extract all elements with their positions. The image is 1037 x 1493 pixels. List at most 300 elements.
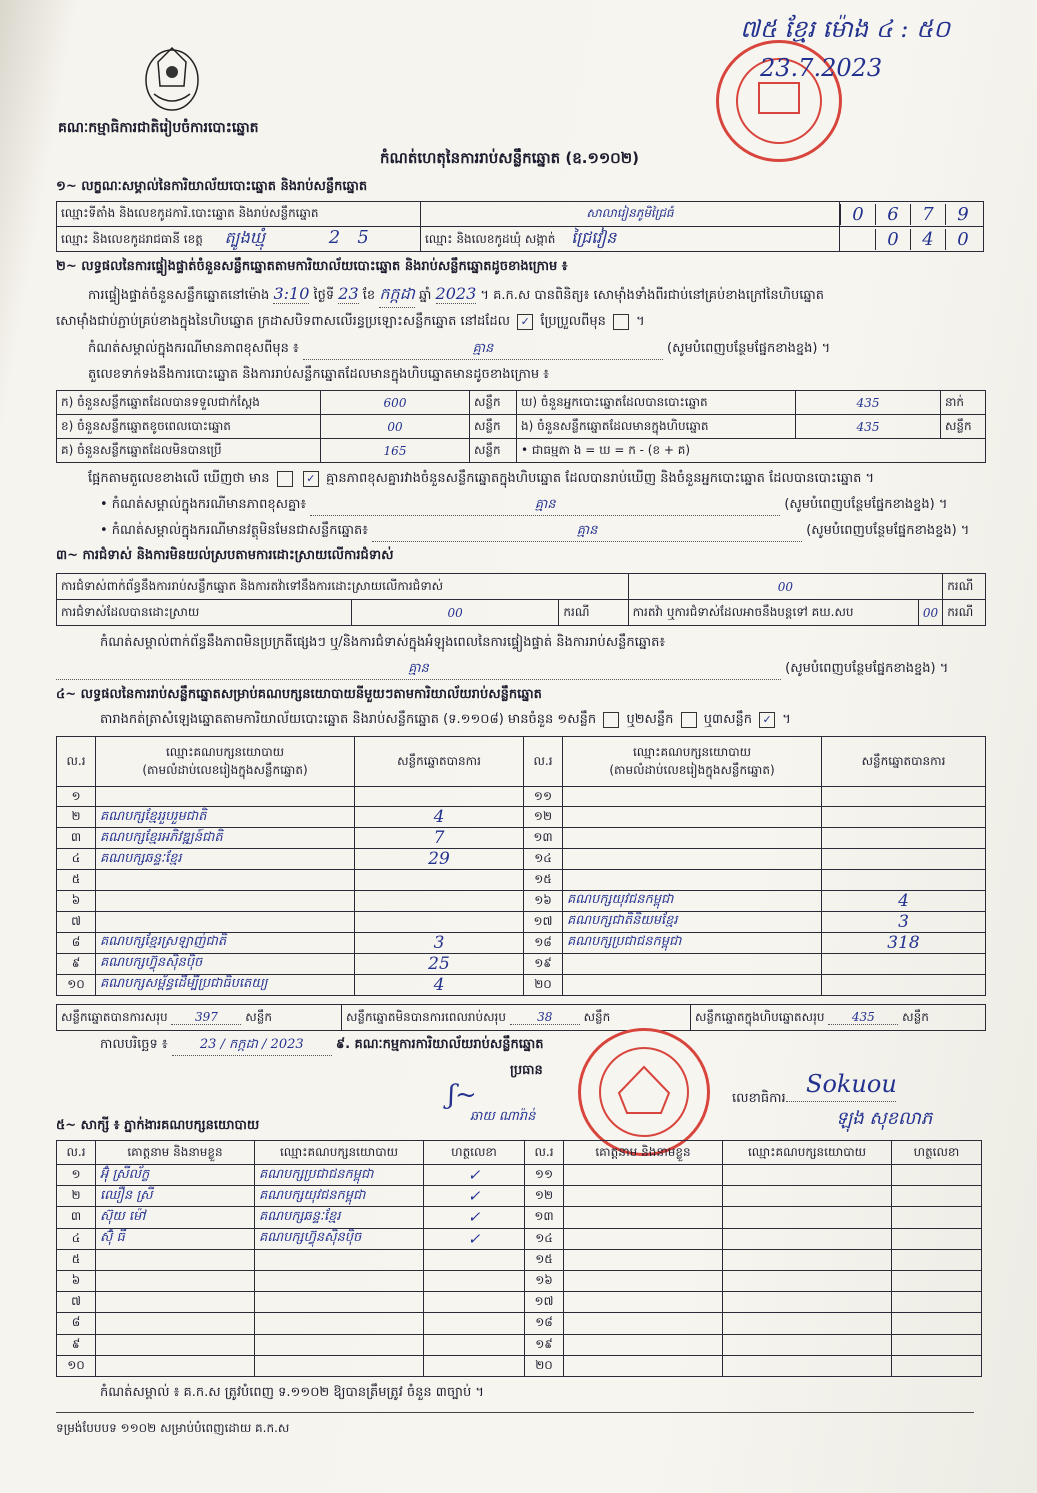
witness-name <box>96 1292 255 1313</box>
col-party <box>96 737 355 787</box>
difference-remark-label: កំណត់សម្គាល់ក្នុងករណីមានភាពខុសពីមុន ៖ <box>88 341 299 356</box>
place-label: ឈ្មោះទីតាំង និងលេខកូដការិ.បោះឆ្នោត និងរាប់សន្លឹកឆ្នោត <box>57 202 421 227</box>
form-footer: ទម្រង់បែបបទ ១១០២ សម្រាប់បំពេញដោយ គ.ក.ស <box>56 1421 290 1435</box>
province-code-digit: 2 <box>328 227 341 248</box>
difference-remark <box>88 340 830 360</box>
witness-signature <box>424 1334 525 1355</box>
witness-name <box>564 1207 723 1228</box>
appeal-unit: ករណី <box>943 600 986 626</box>
witness-table <box>56 1140 982 1377</box>
table-intro: តួលេខទាក់ទងនឹងការបោះឆ្នោត និងការរាប់សន្លឹកឆ្នោតដែលមានក្នុងហិបឆ្នោតមានដូចខាងក្រោម ៖ <box>88 367 549 382</box>
two-sheet-label: ឬ២សន្លឹក <box>626 712 674 727</box>
row-number: ៤ <box>57 1228 96 1249</box>
seal-check-text: ។ គ.ក.ស បានពិនិត្យ៖ សោម៉ាំងទាំងពីរជាប់នៅគ្រប់ខាងក្រៅនៃហិបឆ្នោត <box>480 288 825 303</box>
row-c-value: 165 <box>321 439 470 463</box>
witness-name <box>564 1292 723 1313</box>
table-row <box>57 1165 982 1186</box>
party-votes <box>822 787 986 807</box>
witness-name: អ៊ុំ ស្រីល័ក្ខ <box>96 1165 255 1186</box>
row-d-unit: នាក់ <box>941 391 986 415</box>
witness-party <box>723 1334 892 1355</box>
witness-name <box>564 1249 723 1270</box>
party-votes: 4 <box>355 807 524 828</box>
section1-heading: ១~ លក្ខណៈសម្គាល់នៃការិយាល័យបោះឆ្នោត និងរាប់សន្លឹកឆ្នោត <box>56 179 368 194</box>
objection-value: 00 <box>628 574 943 600</box>
row-b-value: 00 <box>321 415 470 439</box>
date-value: 23 / កក្កដា / 2023 <box>172 1036 332 1056</box>
party-votes: 4 <box>822 890 986 911</box>
row-number: ២០ <box>524 974 563 995</box>
table-row <box>57 911 986 932</box>
row-e-label: ង) ចំនួនសន្លឹកឆ្នោតដែលមានក្នុងហិបឆ្នោត <box>517 415 796 439</box>
witness-signature: ✓ <box>424 1186 525 1207</box>
col-party-name: ឈ្មោះគណបក្សនយោបាយ <box>165 744 285 759</box>
col-votes: សន្លឹកឆ្នោតបានការ <box>355 737 524 787</box>
no-discrepancy-checkbox[interactable]: ✓ <box>303 471 319 487</box>
party-votes <box>822 828 986 849</box>
commune-value: ជ្រៃវៀន <box>571 228 617 247</box>
party-votes: 29 <box>355 849 524 870</box>
ballot-count-table <box>56 390 986 463</box>
party-name: គណបក្សឆន្ទៈខ្មែរ <box>96 849 355 870</box>
row-d-label: ឃ) ចំនួនអ្នកបោះឆ្នោតដែលបានបោះឆ្នោត <box>517 391 796 415</box>
province-cell <box>57 227 421 252</box>
party-name: គណបក្សប្រជាជនកម្ពុជា <box>563 932 822 953</box>
row-number: ១៩ <box>524 953 563 974</box>
witness-signature <box>892 1270 982 1291</box>
row-number: ១១ <box>525 1165 564 1186</box>
party-name <box>563 787 822 807</box>
commission-stamp <box>578 1028 710 1156</box>
col-party <box>563 737 822 787</box>
col-party: ឈ្មោះគណបក្សនយោបាយ <box>255 1141 424 1165</box>
party-name <box>96 890 355 911</box>
table-row <box>57 807 986 828</box>
fill-note: (សូមបំពេញបន្ថែមផ្នែកខាងខ្នង) ។ <box>667 341 831 356</box>
row-number: ១ <box>57 787 96 807</box>
row-number: ៩ <box>57 1334 96 1355</box>
witness-party <box>255 1249 424 1270</box>
tally-sheet-intro: តារាងកត់ត្រាសំឡេងឆ្នោតតាមការិយាល័យបោះឆ្នោត និងរាប់សន្លឹកឆ្នោត (ទ.១១០៨) មានចំនួន ១សន្លឹក <box>100 712 597 727</box>
two-sheet-checkbox[interactable] <box>681 712 697 728</box>
witness-signature <box>892 1355 982 1376</box>
col-name: គោត្តនាម និងនាមខ្លួន <box>564 1141 723 1165</box>
witness-name <box>96 1355 255 1376</box>
party-votes: 25 <box>355 953 524 974</box>
discrepancy-check <box>88 470 874 489</box>
row-number: ៧ <box>57 1292 96 1313</box>
table-row <box>57 953 986 974</box>
row-number: ៣ <box>57 1207 96 1228</box>
party-name: គណបក្សជាតិនិយមខ្មែរ <box>563 911 822 932</box>
irregularity-remark-label: កំណត់សម្គាល់ពាក់ព័ន្ធនឹងភាពមិនប្រក្រតីផ្សេងៗ ឬ/និងការជំទាស់ក្នុងអំឡុងពេលនៃការផ្ទៀងផ្ទាត់ និងការរាប់សន្លឹកឆ្នោត៖ <box>100 635 666 650</box>
witness-party <box>723 1207 892 1228</box>
place-code-digit: 7 <box>910 204 945 225</box>
fill-note: (សូមបំពេញបន្ថែមផ្នែកខាងខ្នង) ។ <box>784 497 948 512</box>
party-votes <box>822 849 986 870</box>
province-value: ត្បូងឃ្មុំ <box>224 228 265 247</box>
station-id-table <box>56 201 984 252</box>
bullet-foreign-object-label: • កំណត់សម្គាល់ក្នុងករណីមានវត្ថុមិនមែនជាសន្លឹកឆ្នោត៖ <box>100 523 368 538</box>
fill-note: (សូមបំពេញបន្ថែមផ្នែកខាងខ្នង) ។ <box>785 661 949 676</box>
box-total-label: សន្លឹកឆ្នោតក្នុងហិបឆ្នោតសរុប <box>695 1009 825 1024</box>
fill-note: (សូមបំពេញបន្ថែមផ្នែកខាងខ្នង) ។ <box>806 523 970 538</box>
row-number: ១០ <box>57 1355 96 1376</box>
row-a-value: 600 <box>321 391 470 415</box>
row-number: ៧ <box>57 911 96 932</box>
table-row <box>57 974 986 995</box>
witness-signature <box>892 1313 982 1334</box>
one-sheet-checkbox[interactable] <box>603 712 619 728</box>
appeal-label: ការតវ៉ា ឬការជំទាស់ដែលអាចនឹងបន្តទៅ គឃ.សប <box>628 600 918 626</box>
witness-signature: ✓ <box>424 1228 525 1249</box>
row-number: ១០ <box>57 974 96 995</box>
row-number: ៥ <box>57 1249 96 1270</box>
witness-name: ស៊ុយ ម៉ៅ <box>96 1207 255 1228</box>
witness-name <box>96 1313 255 1334</box>
witness-signature <box>892 1165 982 1186</box>
witness-name <box>96 1249 255 1270</box>
table-row <box>57 890 986 911</box>
row-number: ៨ <box>57 932 96 953</box>
witness-signature <box>424 1355 525 1376</box>
party-votes: 4 <box>355 974 524 995</box>
month-label: ខែ <box>362 288 376 303</box>
table-row <box>57 1292 982 1313</box>
row-a-label: ក) ចំនួនសន្លឹកឆ្នោតដែលបានទទួលជាក់ស្តែង <box>57 391 321 415</box>
row-number: ១៣ <box>524 828 563 849</box>
three-sheet-label: ឬ៣សន្លឹក <box>703 712 752 727</box>
witness-party <box>723 1313 892 1334</box>
col-party-order: (តាមលំដាប់លេខរៀងក្នុងសន្លឹកឆ្នោត) <box>609 762 775 777</box>
party-votes: 7 <box>355 828 524 849</box>
col-votes: សន្លឹកឆ្នោតបានការ <box>822 737 986 787</box>
witness-party <box>723 1249 892 1270</box>
party-votes <box>822 807 986 828</box>
table-row <box>57 1313 982 1334</box>
month-value: កក្កដា <box>379 283 415 308</box>
witness-name <box>564 1186 723 1207</box>
commune-code-digit: 4 <box>910 229 945 250</box>
commune-code <box>840 227 984 252</box>
row-number: ១៥ <box>525 1249 564 1270</box>
witness-signature <box>892 1207 982 1228</box>
row-number: ១ <box>57 1165 96 1186</box>
resolved-unit: ករណី <box>559 600 628 626</box>
place-code <box>840 202 984 227</box>
witness-name <box>564 1165 723 1186</box>
party-votes <box>822 870 986 890</box>
row-number: ១៤ <box>524 849 563 870</box>
witness-party <box>255 1355 424 1376</box>
objection-unit: ករណី <box>943 574 986 600</box>
row-c-unit: សន្លឹក <box>470 439 517 463</box>
row-a-unit: សន្លឹក <box>470 391 517 415</box>
party-votes <box>355 870 524 890</box>
row-number: ៥ <box>57 870 96 890</box>
day-label: ថ្ងៃទី <box>313 288 335 303</box>
changed-label: ប្រែប្រួលពីមុន <box>540 314 606 329</box>
witness-signature <box>424 1292 525 1313</box>
invalid-total-label: សន្លឹកឆ្នោតមិនបានការពេលរាប់សរុប <box>346 1009 506 1024</box>
row-b-label: ខ) ចំនួនសន្លឹកឆ្នោតខូចពេលបោះឆ្នោត <box>57 415 321 439</box>
row-number: ២ <box>57 807 96 828</box>
witness-party <box>255 1292 424 1313</box>
table-row <box>57 1249 982 1270</box>
party-name <box>563 828 822 849</box>
witness-party <box>723 1186 892 1207</box>
witness-party <box>723 1355 892 1376</box>
changed-checkbox[interactable] <box>613 314 629 330</box>
resolved-label: ការជំទាស់ដែលបានដោះស្រាយ <box>57 600 352 626</box>
day-value: 23 <box>338 284 359 303</box>
witness-signature <box>892 1249 982 1270</box>
witness-signature <box>424 1249 525 1270</box>
discrepancy-check-text: គ្មានភាពខុសគ្នារវាងចំនួនសន្លឹកឆ្នោតក្នុងហិបឆ្នោត ដែលបានរាប់ឃើញ និងចំនួនអ្នកបោះឆ្នោត ដែលបានបោះឆ្នោត ។ <box>325 471 875 486</box>
irregularity-remark-value: គ្មាន <box>56 660 781 680</box>
row-number: ១៩ <box>525 1334 564 1355</box>
year-value: 2023 <box>435 284 477 303</box>
year-label: ឆ្នាំ <box>419 288 432 303</box>
commune-label: ឈ្មោះ និងលេខកូដឃុំ សង្កាត់ <box>425 232 556 246</box>
party-results-body <box>57 787 986 996</box>
witness-signature: ✓ <box>424 1165 525 1186</box>
bullet-foreign-object <box>100 522 969 542</box>
witness-body <box>57 1165 982 1377</box>
col-party-order: (តាមលំដាប់លេខរៀងក្នុងសន្លឹកឆ្នោត) <box>142 762 308 777</box>
witness-name <box>564 1334 723 1355</box>
table-row <box>57 870 986 890</box>
col-no: ល.រ <box>57 737 96 787</box>
party-name: គណបក្សសម្ព័ន្ធដើម្បីប្រជាធិបតេយ្យ <box>96 974 355 995</box>
witness-party: គណបក្សហ៊្វុនស៊ិនប៉ិច <box>255 1228 424 1249</box>
formula-note: • ជាធម្មតា ង = ឃ = ក - (ខ + គ) <box>517 439 986 463</box>
party-name: គណបក្សខ្មែរស្រឡាញ់ជាតិ <box>96 932 355 953</box>
chair-signature: ʃ~ <box>448 1080 477 1110</box>
row-number: ១១ <box>524 787 563 807</box>
time-value: 3:10 <box>273 284 310 303</box>
table-row <box>57 1207 982 1228</box>
verification-line <box>88 283 824 308</box>
unit: សន្លឹក <box>902 1009 929 1024</box>
row-number: ១៣ <box>525 1207 564 1228</box>
party-results-table <box>56 736 986 996</box>
section3-heading: ៣~ ការជំទាស់ និងការមិនយល់ស្របតាមការដោះស្រាយលើការជំទាស់ <box>56 548 394 563</box>
row-e-unit: សន្លឹក <box>941 415 986 439</box>
table-row <box>57 1270 982 1291</box>
party-name: គណបក្សខ្មែរអភិវឌ្ឍន៍ជាតិ <box>96 828 355 849</box>
witness-party <box>723 1165 892 1186</box>
row-number: ១៦ <box>525 1270 564 1291</box>
irregularity-remark <box>56 660 948 680</box>
row-number: ២០ <box>525 1355 564 1376</box>
witness-signature <box>424 1313 525 1334</box>
province-code <box>329 227 369 248</box>
row-number: ២ <box>57 1186 96 1207</box>
witness-signature <box>892 1186 982 1207</box>
row-number: ៦ <box>57 1270 96 1291</box>
valid-total <box>57 1005 342 1031</box>
party-name <box>563 807 822 828</box>
table-row <box>57 1355 982 1376</box>
appeal-value: 00 <box>918 600 942 626</box>
place-value: សាលារៀនភូមិជ្រៃធំ <box>421 202 840 227</box>
box-total <box>691 1005 986 1031</box>
page-title: កំណត់ហេតុនៃការរាប់សន្លឹកឆ្នោត (ឧ.១១០២) <box>380 149 640 167</box>
witness-name: ស៊ុំ ធី <box>96 1228 255 1249</box>
unit: សន្លឹក <box>583 1009 611 1024</box>
footnote: កំណត់សម្គាល់ ៖ គ.ក.ស ត្រូវបំពេញ ទ.១១០២ ឱ្យបានត្រឹមត្រូវ ចំនួន ៣ច្បាប់ ។ <box>100 1385 484 1400</box>
invalid-total <box>342 1005 691 1031</box>
section4-heading: ៤~ លទ្ធផលនៃការរាប់សន្លឹកឆ្នោតសម្រាប់គណបក្សនយោបាយនីមួយៗតាមការិយាល័យរាប់សន្លឹកឆ្នោត <box>56 687 542 702</box>
chair-label: ប្រធាន <box>510 1063 543 1078</box>
tally-sheet-count: តារាងកត់ត្រាសំឡេងឆ្នោតតាមការិយាល័យបោះឆ្នោត និងរាប់សន្លឹកឆ្នោត (ទ.១១០៨) មានចំនួន ១សន្លឹក ឬ២សន្លឹក ឬ៣សន្លឹក ✓ ។ <box>100 712 791 727</box>
time-label: ការផ្ទៀងផ្ទាត់ចំនួនសន្លឹកឆ្នោតនៅម៉ោង <box>88 288 270 303</box>
col-party-name: ឈ្មោះគណបក្សនយោបាយ <box>632 744 752 759</box>
has-discrepancy-checkbox[interactable] <box>277 471 293 487</box>
footer-divider <box>56 1412 974 1413</box>
invalid-total-value: 38 <box>510 1010 580 1025</box>
party-name <box>96 911 355 932</box>
party-name <box>96 787 355 807</box>
witness-name <box>564 1355 723 1376</box>
objection-table <box>56 573 986 626</box>
bullet-difference-value: គ្មាន <box>310 496 780 516</box>
commune-code-digit: 0 <box>945 229 980 250</box>
place-code-digit: 9 <box>945 204 980 225</box>
col-sign: ហត្ថលេខា <box>424 1141 525 1165</box>
secretary-name: ឡុង សុខលាភ <box>836 1108 933 1129</box>
date-label: កាលបរិច្ឆេទ ៖ <box>100 1037 168 1052</box>
party-votes <box>355 911 524 932</box>
party-votes: 318 <box>822 932 986 953</box>
witness-party <box>723 1292 892 1313</box>
witness-party <box>723 1270 892 1291</box>
difference-remark-value: គ្មាន <box>303 340 663 360</box>
chair-name: ឆាយ ណារ៉ាន់ <box>470 1109 536 1124</box>
totals-table <box>56 1004 986 1031</box>
row-number: ១២ <box>524 807 563 828</box>
witness-name: ឈឿន ស្រី <box>96 1186 255 1207</box>
bullet-difference <box>100 496 947 516</box>
secretary-signature: Sokuou <box>806 1070 897 1098</box>
party-votes <box>822 953 986 974</box>
commune-cell <box>421 227 840 252</box>
witness-name <box>564 1228 723 1249</box>
seal-line2: សោម៉ាំងជាប់ភ្ជាប់គ្រប់ខាងក្នុងនៃហិបឆ្នោត ក្រដាសបិទពាសលើរន្ធប្រឡោះសន្លឹកឆ្នោត នៅដដែល ✓ ប្រែប្រួលពីមុន ។ <box>56 314 645 329</box>
three-sheet-checkbox[interactable]: ✓ <box>759 712 775 728</box>
party-votes <box>355 890 524 911</box>
col-name: គោត្តនាម និងនាមខ្លួន <box>96 1141 255 1165</box>
witness-party: គណបក្សយុវជនកម្ពុជា <box>255 1186 424 1207</box>
witness-name <box>96 1270 255 1291</box>
table-row <box>57 1228 982 1249</box>
same-checkbox[interactable]: ✓ <box>517 314 533 330</box>
valid-total-value: 397 <box>171 1010 241 1025</box>
receipt-date-note: 23.7.2023 <box>760 54 883 82</box>
row-number: ១៨ <box>525 1313 564 1334</box>
row-number: ១៤ <box>525 1228 564 1249</box>
party-name <box>96 870 355 890</box>
party-name <box>563 849 822 870</box>
party-name <box>563 974 822 995</box>
col-no: ល.រ <box>57 1141 96 1165</box>
receipt-time-note: ៧៥ ខ្មែរ ម៉ោង ៤ : ៥០ <box>740 15 951 43</box>
org-name: គណៈកម្មាធិការជាតិរៀបចំការបោះឆ្នោត <box>58 120 259 136</box>
section2-heading: ២~ លទ្ធផលនៃការផ្ទៀងផ្ទាត់ចំនួនសន្លឹកឆ្នោតតាមការិយាល័យបោះឆ្នោត និងរាប់សន្លឹកឆ្នោតដូចខាងក្រោម ៖ <box>56 259 568 274</box>
witness-signature <box>892 1292 982 1313</box>
unit: សន្លឹក <box>245 1009 272 1024</box>
party-name: គណបក្សហ៊្វុនស៊ិនប៉ិច <box>96 953 355 974</box>
row-number: ៦ <box>57 890 96 911</box>
witness-signature <box>892 1334 982 1355</box>
row-b-unit: សន្លឹក <box>470 415 517 439</box>
box-total-value: 435 <box>828 1010 898 1025</box>
row-number: ៣ <box>57 828 96 849</box>
commune-code-digit: 0 <box>875 229 910 250</box>
place-code-digit: 0 <box>840 204 875 225</box>
witness-party <box>723 1228 892 1249</box>
witness-signature <box>424 1270 525 1291</box>
resolved-value: 00 <box>351 600 558 626</box>
row-number: ១៧ <box>525 1292 564 1313</box>
party-name: គណបក្សខ្មែររួបរួមជាតិ <box>96 807 355 828</box>
col-party: ឈ្មោះគណបក្សនយោបាយ <box>723 1141 892 1165</box>
table-row <box>57 828 986 849</box>
row-number: ១២ <box>525 1186 564 1207</box>
witness-party <box>255 1313 424 1334</box>
witness-name <box>96 1334 255 1355</box>
col-sign: ហត្ថលេខា <box>892 1141 982 1165</box>
witness-signature: ✓ <box>424 1207 525 1228</box>
party-name: គណបក្សយុវជនកម្ពុជា <box>563 890 822 911</box>
row-number: ១៨ <box>524 932 563 953</box>
party-votes: 3 <box>355 932 524 953</box>
secretary-label: លេខាធិការ <box>732 1091 786 1106</box>
row-number: ៩ <box>57 953 96 974</box>
row-number: ១៦ <box>524 890 563 911</box>
row-d-value: 435 <box>796 391 941 415</box>
province-label: ឈ្មោះ និងលេខកូដរាជធានី ខេត្ត <box>61 232 203 246</box>
party-votes <box>355 787 524 807</box>
party-votes <box>822 974 986 995</box>
row-number: ៤ <box>57 849 96 870</box>
table-row <box>57 787 986 807</box>
party-name <box>563 953 822 974</box>
national-emblem-icon <box>140 42 204 116</box>
province-code-digit: 5 <box>357 227 369 248</box>
col-no: ល.រ <box>525 1141 564 1165</box>
commission-label: ៩. គណៈកម្មការការិយាល័យរាប់សន្លឹកឆ្នោត <box>335 1037 544 1052</box>
row-number: ១៥ <box>524 870 563 890</box>
table-row <box>57 849 986 870</box>
seal-line2-text: សោម៉ាំងជាប់ភ្ជាប់គ្រប់ខាងក្នុងនៃហិបឆ្នោត ក្រដាសបិទពាសលើរន្ធប្រឡោះសន្លឹកឆ្នោត នៅដដែល <box>56 314 511 329</box>
witness-party: គណបក្សប្រជាជនកម្ពុជា <box>255 1165 424 1186</box>
row-number: ៨ <box>57 1313 96 1334</box>
place-code-digit: 6 <box>875 204 910 225</box>
section5-heading: ៥~ សាក្សី ៖ ភ្នាក់ងារគណបក្សនយោបាយ <box>56 1118 260 1133</box>
party-name <box>563 870 822 890</box>
valid-total-label: សន្លឹកឆ្នោតបានការសរុប <box>61 1009 168 1024</box>
witness-name <box>564 1270 723 1291</box>
witness-party: គណបក្សឆន្ទៈខ្មែរ <box>255 1207 424 1228</box>
witness-party <box>255 1270 424 1291</box>
secretary-sign-line <box>786 1101 896 1102</box>
bullet-difference-label: • កំណត់សម្គាល់ក្នុងករណីមានភាពខុសគ្នា៖ <box>100 497 307 512</box>
bullet-foreign-object-value: គ្មាន <box>372 522 802 542</box>
row-e-value: 435 <box>796 415 941 439</box>
col-no: ល.រ <box>524 737 563 787</box>
